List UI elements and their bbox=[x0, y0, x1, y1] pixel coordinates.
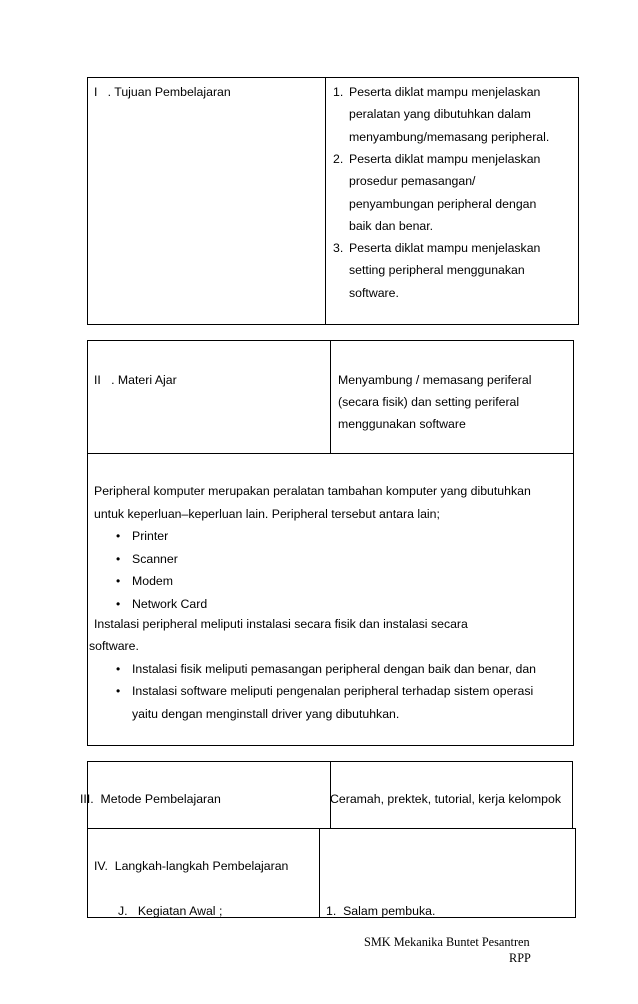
tujuan-item-line: penyambungan peripheral dengan bbox=[349, 196, 537, 211]
install-intro-line: Instalasi peripheral meliputi instalasi secara fisik dan instalasi secara bbox=[94, 616, 468, 631]
peripheral-item: Printer bbox=[132, 529, 169, 544]
tujuan-item-line: setting peripheral menggunakan bbox=[349, 263, 525, 278]
bullet-icon: • bbox=[116, 574, 121, 589]
bullet-icon: • bbox=[116, 529, 121, 544]
tujuan-item-line: prosedur pemasangan/ bbox=[349, 174, 476, 189]
tujuan-item-line: Peserta diklat mampu menjelaskan bbox=[349, 241, 541, 256]
tujuan-item-line: menyambung/memasang peripheral. bbox=[349, 129, 550, 144]
materi-row-divider bbox=[87, 453, 574, 454]
materi-divider bbox=[330, 340, 331, 453]
install-item-line: Instalasi software meliputi pengenalan peripheral terhadap sistem operasi bbox=[132, 684, 534, 699]
metode-value: Ceramah, prektek, tutorial, kerja kelompok bbox=[330, 792, 562, 806]
tujuan-divider bbox=[325, 77, 326, 325]
tujuan-item-line: Peserta diklat mampu menjelaskan bbox=[349, 85, 541, 99]
install-item-line: yaitu dengan menginstall driver yang dibutuhkan. bbox=[132, 707, 400, 721]
bullet-icon: • bbox=[116, 661, 121, 676]
footer-school: SMK Mekanika Buntet Pesantren bbox=[364, 935, 530, 949]
peripheral-item: Scanner bbox=[132, 551, 178, 566]
metode-heading: III. Metode Pembelajaran bbox=[80, 792, 221, 806]
tujuan-item-line: peralatan yang dibutuhkan dalam bbox=[349, 107, 531, 122]
langkah-divider bbox=[319, 828, 320, 918]
materi-heading: II . Materi Ajar bbox=[94, 373, 177, 387]
peripheral-item: Modem bbox=[132, 574, 174, 589]
materi-summary-line: menggunakan software bbox=[338, 417, 466, 431]
tujuan-item-number: 2. bbox=[333, 151, 344, 166]
materi-intro-line: Peripheral komputer merupakan peralatan tambahan komputer yang dibutuhkan bbox=[94, 484, 531, 498]
materi-intro-line: untuk keperluan–keperluan lain. Peripheral tersebut antara lain; bbox=[94, 506, 440, 521]
install-intro-line: software. bbox=[89, 639, 139, 654]
peripheral-item: Network Card bbox=[132, 597, 208, 611]
footer-doc-type: RPP bbox=[509, 951, 531, 965]
bullet-icon: • bbox=[116, 551, 121, 566]
bullet-icon: • bbox=[116, 597, 121, 611]
materi-summary-line: (secara fisik) dan setting periferal bbox=[338, 395, 520, 409]
tujuan-item-line: baik dan benar. bbox=[349, 218, 434, 233]
kegiatan-awal-label: J. Kegiatan Awal ; bbox=[118, 904, 223, 918]
tujuan-heading: I . Tujuan Pembelajaran bbox=[94, 85, 231, 99]
langkah-heading: IV. Langkah-langkah Pembelajaran bbox=[94, 859, 289, 873]
kegiatan-awal-value: 1. Salam pembuka. bbox=[326, 904, 436, 918]
tujuan-item-line: Peserta diklat mampu menjelaskan bbox=[349, 151, 541, 166]
tujuan-item-line: software. bbox=[349, 285, 399, 300]
materi-summary-line: Menyambung / memasang periferal bbox=[338, 373, 532, 387]
tujuan-item-number: 1. bbox=[333, 85, 344, 99]
install-item-line: Instalasi fisik meliputi pemasangan peripheral dengan baik dan benar, dan bbox=[132, 661, 537, 676]
tujuan-item-number: 3. bbox=[333, 241, 344, 256]
bullet-icon: • bbox=[116, 684, 121, 699]
